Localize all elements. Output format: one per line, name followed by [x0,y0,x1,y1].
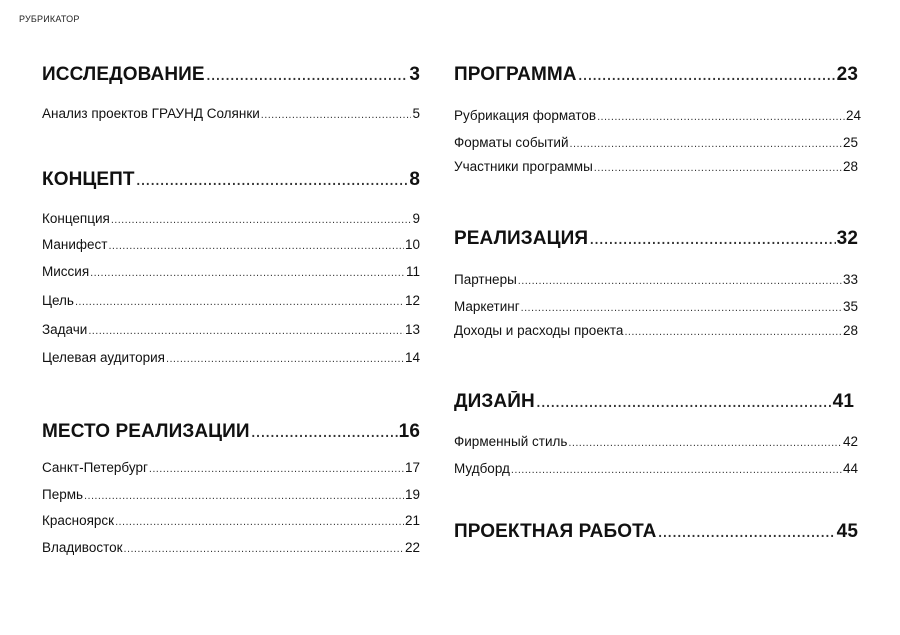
item-page: 35 [842,299,858,314]
item-label: Задачи [42,322,88,337]
section-title: МЕСТО РЕАЛИЗАЦИИ [42,421,250,442]
item-label: Анализ проектов ГРАУНД Солянки [42,106,260,121]
toc-item[interactable] [454,461,858,476]
toc-item[interactable] [454,272,858,287]
section-title: ИССЛЕДОВАНИЕ [42,64,205,85]
item-label: Пермь [42,487,84,502]
dot-leader [521,302,842,314]
dot-leader [657,521,835,543]
item-page: 19 [404,487,420,502]
item-label: Форматы событий [454,135,569,150]
dot-leader [568,437,842,449]
dot-leader [75,296,404,308]
dot-leader [589,228,836,250]
item-page: 11 [405,264,420,279]
item-label: Целевая аудитория [42,350,165,365]
toc-item[interactable] [454,159,858,174]
toc-item[interactable] [42,106,420,121]
toc-section-design[interactable] [454,391,854,413]
item-page: 17 [404,460,420,475]
item-page: 28 [842,159,858,174]
item-page: 10 [404,237,420,252]
dot-leader [570,138,842,150]
toc-section-project-work[interactable] [454,521,858,543]
section-title: РЕАЛИЗАЦИЯ [454,228,589,249]
dot-leader [511,464,842,476]
item-page: 14 [404,350,420,365]
dot-leader [578,64,836,86]
item-label: Рубрикация форматов [454,108,597,123]
item-label: Фирменный стиль [454,434,568,449]
toc-item[interactable] [42,460,420,475]
item-page: 21 [404,513,420,528]
item-label: Владивосток [42,540,123,555]
item-page: 33 [842,272,858,287]
dot-leader [108,240,404,252]
section-page: 41 [832,391,854,412]
item-label: Цель [42,293,74,308]
section-page: 32 [836,228,858,249]
toc-item[interactable] [454,434,858,449]
item-page: 28 [842,323,858,338]
dot-leader [166,353,404,365]
item-page: 42 [842,434,858,449]
item-label: Красноярск [42,513,115,528]
toc-section-implementation[interactable] [454,228,858,250]
dot-leader [84,490,404,502]
dot-leader [111,214,412,226]
section-page: 45 [836,521,858,542]
dot-leader [88,325,404,337]
toc-item[interactable] [42,540,420,555]
dot-leader [597,111,845,123]
section-page: 23 [836,64,858,85]
toc-left-column [42,0,420,635]
toc-item[interactable] [42,264,420,279]
toc-item[interactable] [42,513,420,528]
page-label: РУБРИКАТОР [19,14,80,24]
section-page: 8 [409,169,420,190]
toc-item[interactable] [454,108,861,123]
toc-item[interactable] [454,323,858,338]
dot-leader [594,162,842,174]
item-label: Маркетинг [454,299,520,314]
dot-leader [124,543,404,555]
toc-section-location[interactable] [42,421,420,443]
dot-leader [90,267,405,279]
item-page: 13 [404,322,420,337]
dot-leader [251,421,398,443]
item-label: Манифест [42,237,108,252]
item-label: Доходы и расходы проекта [454,323,624,338]
item-label: Мудборд [454,461,510,476]
dot-leader [624,326,842,338]
toc-section-research[interactable] [42,64,420,86]
toc-item[interactable] [42,211,420,226]
item-label: Концепция [42,211,110,226]
item-label: Миссия [42,264,90,279]
dot-leader [518,275,842,287]
item-label: Партнеры [454,272,517,287]
toc-item[interactable] [42,322,420,337]
item-label: Участники программы [454,159,593,174]
section-title: КОНЦЕПТ [42,169,135,190]
toc-item[interactable] [42,293,420,308]
section-title: ПРОЕКТНАЯ РАБОТА [454,521,657,542]
section-page: 3 [409,64,420,85]
dot-leader [115,516,404,528]
section-title: ПРОГРАММА [454,64,577,85]
item-page: 24 [845,108,861,123]
toc-section-concept[interactable] [42,169,420,191]
dot-leader [536,391,832,413]
dot-leader [149,463,404,475]
section-title: ДИЗАЙН [454,391,535,412]
toc-right-column [454,0,861,635]
section-page: 16 [398,421,420,442]
toc-section-program[interactable] [454,64,858,86]
toc-item[interactable] [454,299,858,314]
dot-leader [206,64,409,86]
item-page: 12 [404,293,420,308]
dot-leader [136,169,409,191]
toc-item[interactable] [42,237,420,252]
toc-item[interactable] [454,135,858,150]
toc-item[interactable] [42,487,420,502]
item-page: 25 [842,135,858,150]
item-page: 9 [412,211,420,226]
item-label: Санкт-Петербург [42,460,148,475]
item-page: 22 [404,540,420,555]
item-page: 5 [412,106,420,121]
dot-leader [261,109,412,121]
toc-item[interactable] [42,350,420,365]
item-page: 44 [842,461,858,476]
